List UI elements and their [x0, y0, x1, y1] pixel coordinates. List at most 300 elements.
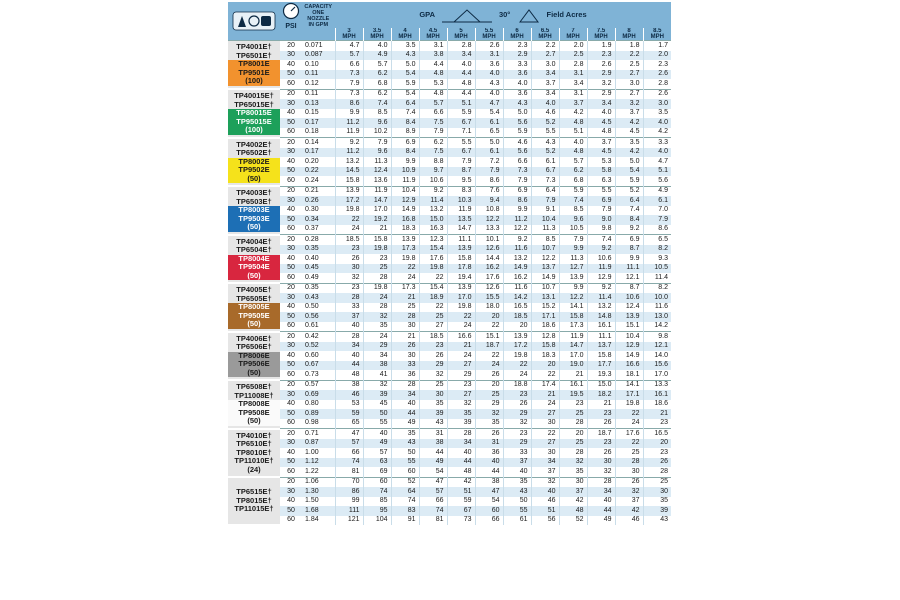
gpa-cell: 6.1 [643, 196, 671, 206]
gpa-cell: 14.9 [615, 351, 643, 361]
gpa-cell: 11.1 [447, 235, 475, 245]
gpa-cell: 13.6 [363, 176, 391, 186]
gpa-cell: 12.4 [615, 303, 643, 313]
capacity-header [302, 2, 335, 41]
psi-cell: 50 [280, 409, 302, 419]
table-row [228, 254, 671, 264]
gpa-cell: 50 [363, 409, 391, 419]
gpa-cell: 4.2 [615, 148, 643, 158]
gpa-cell: 9.2 [587, 283, 615, 293]
gpa-cell: 24 [615, 419, 643, 429]
gpa-cell: 8.4 [615, 215, 643, 225]
gpa-cell: 46 [615, 516, 643, 526]
gpa-cell: 4.0 [643, 148, 671, 158]
psi-cell: 40 [280, 206, 302, 216]
gpa-cell: 9.9 [503, 206, 531, 216]
speed-value: 7.5 [596, 28, 606, 34]
gpa-cell: 11.9 [559, 332, 587, 342]
gpa-cell: 15.8 [335, 176, 363, 186]
gpa-cell: 25 [559, 439, 587, 449]
gpa-cell: 4.3 [531, 138, 559, 148]
gpa-cell: 11.9 [335, 128, 363, 138]
gpa-cell: 7.3 [335, 70, 363, 80]
gpa-cell: 7.5 [419, 148, 447, 158]
gpa-cell: 8.2 [643, 245, 671, 255]
gpa-cell: 3.3 [503, 60, 531, 70]
nozzle-model: TP80015E [228, 109, 280, 118]
gpa-cell: 9.9 [615, 254, 643, 264]
gpa-cell: 28 [363, 273, 391, 283]
gpa-cell: 30 [559, 477, 587, 487]
gpa-cell: 14.7 [447, 225, 475, 235]
gpa-cell: 27 [447, 390, 475, 400]
gpa-cell: 52 [559, 516, 587, 526]
nozzle-group-cell [228, 41, 280, 90]
gpa-cell: 9.0 [587, 215, 615, 225]
table-row [228, 312, 671, 322]
gpa-cell: 5.7 [363, 60, 391, 70]
gpa-cell: 23 [363, 254, 391, 264]
gpa-cell: 7.9 [335, 79, 363, 89]
gpa-cell: 6.7 [447, 148, 475, 158]
gpa-cell: 35 [391, 429, 419, 439]
gpa-cell: 5.0 [503, 109, 531, 119]
nozzle-group-cell [228, 186, 280, 235]
gpa-cell: 17.0 [559, 351, 587, 361]
gpa-cell: 13.2 [587, 303, 615, 313]
gpa-cell: 48 [447, 467, 475, 477]
psi-cell: 20 [280, 89, 302, 99]
gpa-cell: 28 [363, 303, 391, 313]
gpa-cell: 3.0 [615, 79, 643, 89]
gpa-cell: 6.5 [475, 128, 503, 138]
gpa-cell: 18.7 [475, 342, 503, 352]
psi-cell: 30 [280, 342, 302, 352]
psi-cell: 40 [280, 109, 302, 119]
gpa-cell: 3.8 [419, 51, 447, 61]
gpa-cell: 12.8 [531, 332, 559, 342]
speed-header-1 [363, 28, 391, 41]
gpa-cell: 6.9 [587, 196, 615, 206]
spray-angle-icon [440, 7, 494, 23]
gpa-cell: 3.7 [531, 79, 559, 89]
psi-cell: 60 [280, 370, 302, 380]
gpa-cell: 9.8 [643, 332, 671, 342]
gpa-cell: 3.6 [503, 89, 531, 99]
gpa-cell: 5.0 [391, 60, 419, 70]
gpa-cell: 17.8 [447, 264, 475, 274]
gpa-cell: 2.8 [643, 79, 671, 89]
speed-value: 3 [347, 28, 351, 34]
gpa-cell: 47 [419, 477, 447, 487]
gpa-cell: 18.6 [643, 400, 671, 410]
gpa-cell: 7.9 [531, 196, 559, 206]
gpa-cell: 15.8 [587, 351, 615, 361]
gpa-cell: 24 [447, 322, 475, 332]
speed-unit: MPH [370, 34, 384, 40]
gpa-cell: 17.6 [475, 273, 503, 283]
psi-cell: 50 [280, 118, 302, 128]
psi-cell: 50 [280, 506, 302, 516]
gpa-cell: 16.2 [475, 264, 503, 274]
psi-cell: 20 [280, 477, 302, 487]
gpa-cell: 35 [475, 419, 503, 429]
speed-unit: MPH [454, 34, 468, 40]
gpa-cell: 4.8 [419, 70, 447, 80]
nozzle-group-cell [228, 138, 280, 187]
nozzle-model: TP9501E [228, 69, 280, 78]
gpa-cell: 43 [503, 487, 531, 497]
speed-unit: MPH [398, 34, 412, 40]
gpa-cell: 9.1 [531, 206, 559, 216]
nozzle-model: TP4004E† [236, 236, 272, 246]
gpa-cell: 8.5 [363, 109, 391, 119]
table-row [228, 303, 671, 313]
capacity-cell: 0.26 [302, 196, 335, 206]
nozzle-model: (24) [247, 464, 261, 474]
gpa-cell: 10.4 [531, 215, 559, 225]
table-row [228, 273, 671, 283]
gpa-cell: 5.9 [615, 176, 643, 186]
psi-cell: 20 [280, 429, 302, 439]
capacity-cell: 1.84 [302, 516, 335, 526]
gpa-cell: 11.3 [559, 254, 587, 264]
speed-unit: MPH [566, 34, 580, 40]
speed-unit: MPH [482, 34, 496, 40]
table-row [228, 439, 671, 449]
table-row [228, 409, 671, 419]
nozzle-group-cell [228, 477, 280, 525]
gpa-cell: 43 [419, 419, 447, 429]
speed-header-2 [391, 28, 419, 41]
gpa-cell: 4.6 [531, 109, 559, 119]
table-row [228, 400, 671, 410]
gpa-cell: 32 [447, 400, 475, 410]
capacity-cell: 0.35 [302, 283, 335, 293]
gpa-cell: 9.9 [391, 157, 419, 167]
gpa-cell: 6.9 [503, 186, 531, 196]
gpa-cell: 33 [391, 361, 419, 371]
table-row [228, 148, 671, 158]
gpa-cell: 4.9 [643, 186, 671, 196]
gpa-cell: 28 [615, 458, 643, 468]
gpa-cell: 74 [363, 487, 391, 497]
angle-label: 30° [498, 9, 511, 19]
gpa-cell: 7.9 [587, 206, 615, 216]
psi-cell: 40 [280, 303, 302, 313]
gpa-cell: 9.9 [559, 283, 587, 293]
gpa-cell: 50 [503, 497, 531, 507]
gpa-cell: 16.6 [447, 332, 475, 342]
capacity-cell: 0.61 [302, 322, 335, 332]
gpa-cell: 5.0 [475, 138, 503, 148]
gpa-cell: 6.5 [643, 235, 671, 245]
gpa-cell: 27 [531, 409, 559, 419]
gpa-cell: 18.5 [503, 312, 531, 322]
gpa-cell: 9.6 [559, 215, 587, 225]
psi-cell: 20 [280, 138, 302, 148]
gpa-cell: 9.2 [419, 186, 447, 196]
gpa-cell: 3.1 [559, 89, 587, 99]
gpa-cell: 4.8 [419, 89, 447, 99]
gpa-cell: 56 [531, 516, 559, 526]
gpa-cell: 2.0 [559, 41, 587, 51]
nozzle-model: TP9505E [228, 312, 280, 321]
nozzle-model: (50) [228, 369, 280, 378]
gpa-cell: 28 [391, 380, 419, 390]
gpa-cell: 22 [531, 370, 559, 380]
gpa-cell: 67 [447, 506, 475, 516]
gpa-cell: 11.9 [447, 206, 475, 216]
gpa-cell: 25 [419, 380, 447, 390]
speed-value: 8 [627, 28, 631, 34]
nozzle-model: TP4005E† [236, 285, 272, 294]
gpa-cell: 20 [503, 322, 531, 332]
gpa-cell: 44 [335, 361, 363, 371]
speed-unit: MPH [594, 34, 608, 40]
gpa-cell: 6.7 [531, 167, 559, 177]
table-row [228, 167, 671, 177]
gpa-cell: 8.6 [335, 99, 363, 109]
gpa-cell: 4.2 [615, 118, 643, 128]
gpa-cell: 34 [363, 351, 391, 361]
gpa-cell: 12.9 [615, 342, 643, 352]
gpa-cell: 15.2 [531, 303, 559, 313]
gpa-cell: 16.1 [643, 390, 671, 400]
capacity-cell: 0.15 [302, 109, 335, 119]
nozzle-model: TP11015E† [234, 504, 274, 514]
nozzle-model: TP9508E [228, 409, 280, 418]
gpa-cell: 4.5 [615, 128, 643, 138]
speed-unit: MPH [538, 34, 552, 40]
capacity-cell: 0.17 [302, 148, 335, 158]
gpa-cell: 5.2 [531, 118, 559, 128]
gpa-cell: 5.3 [587, 157, 615, 167]
capacity-cell: 0.57 [302, 380, 335, 390]
gpa-cell: 11.3 [363, 157, 391, 167]
gpa-cell: 7.4 [615, 206, 643, 216]
gpa-cell: 5.9 [503, 128, 531, 138]
capacity-cell: 0.40 [302, 254, 335, 264]
gpa-cell: 74 [335, 458, 363, 468]
gpa-cell: 66 [475, 516, 503, 526]
capacity-cell: 0.20 [302, 157, 335, 167]
gpa-cell: 26 [615, 477, 643, 487]
gpa-cell: 5.6 [503, 148, 531, 158]
gpa-cell: 26 [587, 448, 615, 458]
gpa-cell: 28 [335, 293, 363, 303]
gpa-cell: 40 [531, 487, 559, 497]
nozzle-tip-icon [232, 10, 276, 32]
table-row [228, 370, 671, 380]
gpa-cell: 16.8 [391, 215, 419, 225]
capacity-cell: 0.37 [302, 225, 335, 235]
gpa-cell: 7.9 [475, 167, 503, 177]
gpa-cell: 43 [391, 439, 419, 449]
gpa-cell: 2.6 [475, 41, 503, 51]
gpa-cell: 19.4 [447, 273, 475, 283]
gpa-cell: 95 [363, 506, 391, 516]
gpa-cell: 12.2 [475, 215, 503, 225]
gpa-cell: 66 [419, 497, 447, 507]
gpa-cell: 13.7 [531, 264, 559, 274]
capacity-cell: 0.17 [302, 118, 335, 128]
gpa-cell: 3.7 [559, 99, 587, 109]
capacity-cell: 0.56 [302, 312, 335, 322]
gpa-cell: 37 [615, 497, 643, 507]
gpa-cell: 29 [503, 439, 531, 449]
gpa-cell: 5.9 [447, 109, 475, 119]
gpa-cell: 60 [363, 477, 391, 487]
gpa-cell: 22 [475, 322, 503, 332]
capacity-cell: 0.18 [302, 128, 335, 138]
gpa-cell: 10.5 [559, 225, 587, 235]
gpa-cell: 32 [615, 487, 643, 497]
gpa-cell: 6.6 [419, 109, 447, 119]
gpa-cell: 18.5 [335, 235, 363, 245]
gpa-cell: 8.6 [503, 196, 531, 206]
gpa-cell: 13.2 [335, 157, 363, 167]
gpa-cell: 4.0 [531, 99, 559, 109]
gpa-cell: 11.1 [615, 264, 643, 274]
gpa-cell: 10.8 [475, 206, 503, 216]
gpa-cell: 14.1 [559, 303, 587, 313]
psi-cell: 30 [280, 439, 302, 449]
gpa-cell: 5.3 [419, 79, 447, 89]
capacity-cell: 0.11 [302, 89, 335, 99]
nozzle-model: TP9506E [228, 360, 280, 369]
gpa-cell: 19.8 [447, 303, 475, 313]
gpa-cell: 5.6 [503, 118, 531, 128]
nozzle-model: (100) [228, 126, 280, 135]
gpa-cell: 16.1 [559, 380, 587, 390]
gpa-cell: 11.2 [335, 118, 363, 128]
psi-cell: 30 [280, 148, 302, 158]
psi-cell: 30 [280, 99, 302, 109]
gpa-cell: 14.4 [475, 254, 503, 264]
gpa-cell: 10.2 [363, 128, 391, 138]
psi-cell: 60 [280, 176, 302, 186]
gpa-cell: 57 [363, 448, 391, 458]
nozzle-model: (50) [228, 223, 280, 232]
gpa-cell: 5.1 [447, 99, 475, 109]
gpa-cell: 21 [447, 342, 475, 352]
gpa-cell: 20 [559, 429, 587, 439]
gpa-cell: 2.8 [559, 60, 587, 70]
gpa-cell: 49 [391, 419, 419, 429]
gpa-cell: 19.0 [559, 361, 587, 371]
gpa-cell: 52 [391, 477, 419, 487]
gpa-cell: 5.7 [419, 99, 447, 109]
gpa-cell: 10.9 [391, 167, 419, 177]
capacity-cell: 1.50 [302, 497, 335, 507]
gpa-cell: 12.4 [363, 167, 391, 177]
gpa-cell: 22 [615, 439, 643, 449]
gpa-cell: 5.4 [391, 70, 419, 80]
gpa-cell: 51 [531, 506, 559, 516]
gpa-cell: 5.9 [391, 79, 419, 89]
gpa-cell: 13.3 [475, 225, 503, 235]
gpa-cell: 4.0 [643, 118, 671, 128]
table-row [228, 79, 671, 89]
capacity-cell: 0.22 [302, 167, 335, 177]
gpa-cell: 40 [475, 458, 503, 468]
gpa-cell: 10.6 [587, 254, 615, 264]
nozzle-model: (50) [228, 320, 280, 329]
table-row [228, 419, 671, 429]
gpa-cell: 69 [363, 467, 391, 477]
gpa-cell: 28 [587, 477, 615, 487]
gpa-cell: 4.0 [363, 41, 391, 51]
table-row [228, 487, 671, 497]
gpa-cell: 5.7 [559, 157, 587, 167]
capacity-cell: 0.35 [302, 245, 335, 255]
gpa-cell: 31 [475, 439, 503, 449]
gpa-cell: 11.9 [363, 186, 391, 196]
gpa-cell: 6.4 [531, 186, 559, 196]
capacity-cell: 0.30 [302, 206, 335, 216]
gpa-cell: 49 [363, 439, 391, 449]
gpa-cell: 14.9 [391, 206, 419, 216]
gpa-cell: 7.3 [335, 89, 363, 99]
gpa-cell: 23 [335, 245, 363, 255]
table-row [228, 506, 671, 516]
gpa-cell: 57 [335, 439, 363, 449]
gpa-cell: 4.8 [559, 118, 587, 128]
gpa-cell: 4.5 [587, 148, 615, 158]
gpa-cell: 3.0 [531, 60, 559, 70]
speed-unit: MPH [622, 34, 636, 40]
pressure-gauge-icon [282, 2, 300, 20]
gpa-cell: 28 [643, 467, 671, 477]
nozzle-model: (50) [228, 417, 280, 426]
gpa-cell: 15.0 [419, 215, 447, 225]
gpa-cell: 22 [503, 361, 531, 371]
gpa-cell: 32 [363, 312, 391, 322]
gpa-cell: 17.3 [391, 245, 419, 255]
gpa-cell: 23 [643, 419, 671, 429]
gpa-cell: 19.5 [559, 390, 587, 400]
table-row [228, 245, 671, 255]
gpa-cell: 55 [363, 419, 391, 429]
gpa-cell: 46 [531, 497, 559, 507]
psi-cell: 30 [280, 196, 302, 206]
capacity-cell: 0.45 [302, 264, 335, 274]
psi-cell: 50 [280, 361, 302, 371]
capacity-cell: 0.21 [302, 186, 335, 196]
gpa-cell: 60 [475, 506, 503, 516]
gpa-cell: 45 [363, 400, 391, 410]
gpa-cell: 10.7 [531, 245, 559, 255]
gpa-cell: 29 [475, 400, 503, 410]
nozzle-model: TP4001E† [236, 42, 272, 52]
speed-unit: MPH [426, 34, 440, 40]
gpa-cell: 23 [587, 409, 615, 419]
psi-cell: 40 [280, 351, 302, 361]
table-row [228, 477, 671, 487]
table-row [228, 60, 671, 70]
gpa-cell: 2.9 [587, 70, 615, 80]
gpa-cell: 54 [475, 497, 503, 507]
gpa-cell: 29 [447, 370, 475, 380]
speed-value: 4 [403, 28, 407, 34]
gpa-cell: 4.7 [475, 99, 503, 109]
psi-header [280, 2, 302, 41]
gpa-cell: 32 [587, 467, 615, 477]
nozzle-group-cell [228, 332, 280, 381]
gpa-cell: 18.7 [587, 429, 615, 439]
psi-cell: 60 [280, 128, 302, 138]
